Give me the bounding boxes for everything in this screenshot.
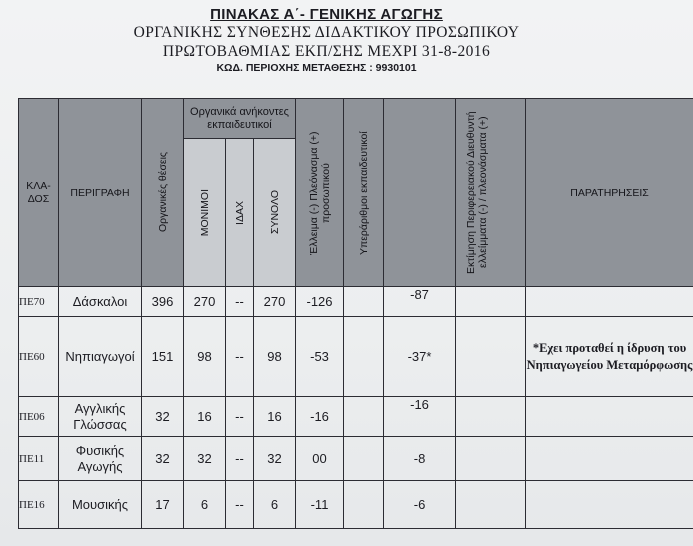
row-synolo: 270	[254, 287, 296, 317]
header-pysper	[384, 99, 456, 287]
row-organikes: 32	[142, 437, 184, 481]
row-periferiakou	[456, 317, 526, 397]
row-code: ΠΕ16	[19, 481, 59, 529]
header-periferiakou	[456, 99, 526, 287]
row-idax: --	[226, 437, 254, 481]
row-elleimmata: -11	[296, 481, 344, 529]
row-note	[526, 437, 693, 481]
header-synolo-label: ΣΥΝΟΛΟ	[268, 190, 281, 235]
row-idax: --	[226, 481, 254, 529]
row-yperarithmoi	[344, 481, 384, 529]
header-perigrafi-label: ΠΕΡΙΓΡΑΦΗ	[70, 186, 130, 199]
staff-table	[18, 98, 693, 529]
table-row	[19, 437, 693, 481]
row-yperarithmoi	[344, 317, 384, 397]
header-synolo	[254, 139, 296, 287]
row-idax: --	[226, 287, 254, 317]
header-group	[184, 99, 296, 139]
row-monimoi: 32	[184, 437, 226, 481]
row-organikes: 32	[142, 397, 184, 437]
row-note	[526, 287, 693, 317]
row-pysper: -87	[384, 287, 456, 317]
header-elleimmata-label: Έλλειμα (-) Πλεόνασμα (+) προσωπικού	[307, 130, 332, 255]
row-organikes: 151	[142, 317, 184, 397]
subtitle-line-1: ΟΡΓΑΝΙΚΗΣ ΣΥΝΘΕΣΗΣ ΔΙΔΑΚΤΙΚΟΥ ΠΡΟΣΩΠΙΚΟΥ	[133, 24, 520, 41]
row-code: ΠΕ60	[19, 317, 59, 397]
header-paratiriseis-label: ΠΑΡΑΤΗΡΗΣΕΙΣ	[570, 186, 649, 199]
header-periferiakou-label: Εκτίμηση Περιφερειακού Διευθυντή ελλείμματα (-) / πλεονάσματα (+)	[464, 111, 489, 274]
row-idax: --	[226, 317, 254, 397]
row-organikes: 17	[142, 481, 184, 529]
row-periferiakou	[456, 397, 526, 437]
row-yperarithmoi	[344, 437, 384, 481]
table-row	[19, 287, 693, 317]
row-synolo: 6	[254, 481, 296, 529]
header-klados-label: ΚΛΑ-ΔΟΣ	[26, 179, 51, 205]
header-paratiriseis	[526, 99, 693, 287]
row-monimoi: 98	[184, 317, 226, 397]
row-desc: Νηπιαγωγοί	[59, 317, 142, 397]
row-synolo: 32	[254, 437, 296, 481]
table-row	[19, 317, 693, 397]
row-code: ΠΕ70	[19, 287, 59, 317]
header-pysper-label	[400, 108, 440, 278]
row-monimoi: 16	[184, 397, 226, 437]
row-monimoi: 6	[184, 481, 226, 529]
row-monimoi: 270	[184, 287, 226, 317]
row-synolo: 16	[254, 397, 296, 437]
row-code: ΠΕ06	[19, 397, 59, 437]
row-desc: Μουσικής	[59, 481, 142, 529]
row-pysper: -37*	[384, 317, 456, 397]
header-perigrafi	[59, 99, 142, 287]
header-group-label: Οργανικά ανήκοντες εκπαιδευτικοί	[190, 105, 289, 131]
document-title: ΠΙΝΑΚΑΣ Α΄- ΓΕΝΙΚΗΣ ΑΓΩΓΗΣ	[210, 6, 443, 23]
row-periferiakou	[456, 481, 526, 529]
header-klados	[19, 99, 59, 287]
document-header	[0, 6, 693, 74]
row-periferiakou	[456, 287, 526, 317]
table-row	[19, 397, 693, 437]
header-monimoi	[184, 139, 226, 287]
header-yperarithmoi	[344, 99, 384, 287]
row-note	[526, 481, 693, 529]
row-elleimmata: -16	[296, 397, 344, 437]
table-row	[19, 481, 693, 529]
header-idax	[226, 139, 254, 287]
row-elleimmata: -126	[296, 287, 344, 317]
header-organikes-label: Οργανικές θέσεις	[156, 152, 169, 233]
row-organikes: 396	[142, 287, 184, 317]
row-idax: --	[226, 397, 254, 437]
header-yperarithmoi-label: Υπεράριθμοι εκπαιδευτικοί	[357, 130, 370, 255]
row-yperarithmoi	[344, 397, 384, 437]
row-desc: Φυσικής Αγωγής	[59, 437, 142, 481]
subtitle-line-2: ΠΡΩΤΟΒΑΘΜΙΑΣ ΕΚΠ/ΣΗΣ ΜΕΧΡΙ 31-8-2016	[162, 43, 491, 60]
row-elleimmata: 00	[296, 437, 344, 481]
header-elleimmata	[296, 99, 344, 287]
area-code-line: ΚΩΔ. ΠΕΡΙΟΧΗΣ ΜΕΤΑΘΕΣΗΣ : 9930101	[216, 62, 417, 74]
row-desc: Δάσκαλοι	[59, 287, 142, 317]
row-code: ΠΕ11	[19, 437, 59, 481]
header-organikes	[142, 99, 184, 287]
row-periferiakou	[456, 437, 526, 481]
row-elleimmata: -53	[296, 317, 344, 397]
row-pysper: -8	[384, 437, 456, 481]
header-idax-label: ΙΔΑΧ	[233, 200, 246, 225]
header-monimoi-label: ΜΟΝΙΜΟΙ	[198, 188, 211, 237]
row-desc: Αγγλικής Γλώσσας	[59, 397, 142, 437]
row-pysper: -16	[384, 397, 456, 437]
row-note: *Εχει προταθεί η ίδρυση του Νηπιαγωγείου Μεταμόρφωσης	[526, 317, 693, 397]
row-synolo: 98	[254, 317, 296, 397]
row-note	[526, 397, 693, 437]
row-pysper: -6	[384, 481, 456, 529]
row-yperarithmoi	[344, 287, 384, 317]
